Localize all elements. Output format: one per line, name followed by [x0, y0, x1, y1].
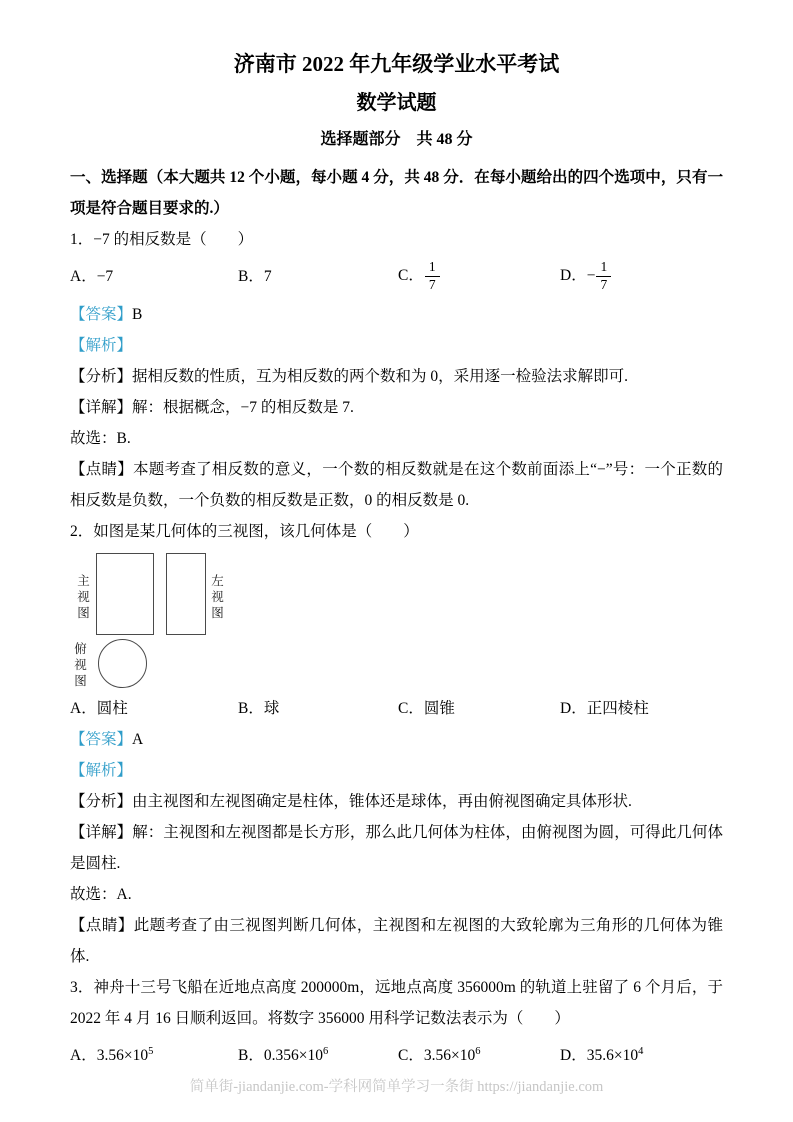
q3-option-a-label: A． — [70, 1046, 97, 1064]
q3-stem: 3．神舟十三号飞船在近地点高度 200000m，远地点高度 356000m 的轨道上驻留了 6 个月后，于 2022 年 4 月 16 日顺利返回。将数字 356000 用科学记数法表示为（ ） — [70, 978, 723, 1027]
fraction-numerator: 1 — [596, 259, 611, 277]
q1-option-c — [398, 259, 560, 294]
q3-options — [70, 1040, 723, 1071]
q3-option-b-base: 0.356×10 — [263, 1046, 323, 1064]
question-1 — [70, 224, 723, 516]
q2-answer-line — [70, 724, 723, 755]
q1-answer-value: B — [132, 305, 143, 323]
q1-option-d — [560, 259, 723, 294]
fraction-numerator: 1 — [425, 259, 440, 277]
q1-stem: 1．−7 的相反数是（ ） — [70, 230, 254, 248]
question-type-intro: 一、选择题（本大题共 12 个小题，每小题 4 分，共 48 分．在每小题给出的四个选项中，只有一项是符合题目要求的.） — [70, 168, 723, 217]
top-view-circle — [98, 639, 147, 688]
q3-option-d-label: D． — [560, 1046, 587, 1064]
q1-note: 【点睛】本题考查了相反数的意义，一个数的相反数就是在这个数前面添上“−”号：一个正数的相反数是负数，一个负数的相反数是正数，0 的相反数是 0. — [70, 460, 723, 509]
q2-options — [70, 693, 723, 724]
question-2 — [70, 516, 723, 972]
q1-answer-line — [70, 299, 723, 330]
q2-option-b: B．球 — [238, 699, 280, 717]
q3-option-b-exponent: 6 — [322, 1045, 329, 1057]
left-view-label: 左视图 — [211, 573, 224, 621]
q2-note: 【点睛】此题考查了由三视图判断几何体，主视图和左视图的大致轮廓为三角形的几何体为锥体. — [70, 916, 723, 965]
main-view-rectangle — [96, 553, 154, 635]
page-title: 济南市 2022 年九年级学业水平考试 — [233, 52, 560, 76]
left-view-rectangle — [166, 553, 206, 635]
q2-option-a: A．圆柱 — [70, 699, 128, 717]
q2-option-d: D．正四棱柱 — [560, 699, 649, 717]
page-footer: 简单街-jiandanjie.com-学科网简单学习一条街 https://jiandanjie.com — [189, 1079, 604, 1095]
q2-analysis: 【分析】由主视图和左视图确定是柱体，锥体还是球体，再由俯视图确定具体形状. — [70, 792, 632, 810]
q1-option-a: A．−7 — [70, 268, 114, 286]
q3-option-c-base: 3.56×10 — [423, 1046, 476, 1064]
q3-option-a — [70, 1040, 238, 1071]
q2-choose: 故选：A. — [70, 885, 132, 903]
three-view-diagram — [70, 551, 723, 693]
q1-analysis: 【分析】据相反数的性质，互为相反数的两个数和为 0，采用逐一检验法求解即可. — [70, 367, 629, 385]
page-subtitle: 数学试题 — [356, 92, 437, 115]
q3-option-d-base: 35.6×10 — [586, 1046, 639, 1064]
q3-option-c-label: C． — [398, 1046, 424, 1064]
q1-option-c-label: C． — [398, 267, 424, 285]
question-3 — [70, 972, 723, 1071]
explain-label: 【解析】 — [70, 336, 133, 354]
q1-option-d-label: D．− — [560, 267, 596, 285]
answer-label: 【答案】 — [70, 305, 133, 323]
fraction — [425, 259, 440, 294]
explain-label: 【解析】 — [70, 761, 133, 779]
q3-option-c-exponent: 6 — [475, 1045, 481, 1057]
q3-option-b — [238, 1040, 398, 1071]
q1-options — [70, 255, 723, 299]
section-heading: 选择题部分 共 48 分 — [320, 131, 473, 149]
q2-answer-value: A — [132, 730, 144, 748]
answer-label: 【答案】 — [70, 730, 133, 748]
q2-stem: 2．如图是某几何体的三视图，该几何体是（ ） — [70, 522, 419, 540]
q3-option-c — [398, 1040, 560, 1071]
fraction-denominator: 7 — [428, 277, 436, 293]
fraction — [596, 259, 611, 294]
q2-detail: 【详解】解：主视图和左视图都是长方形，那么此几何体为柱体，由俯视图为圆，可得此几何体是圆柱. — [70, 823, 723, 872]
q2-option-c: C．圆锥 — [398, 699, 455, 717]
q3-option-a-exponent: 5 — [148, 1045, 154, 1057]
q3-option-d — [560, 1040, 723, 1071]
q1-explain-line — [70, 330, 723, 361]
q3-option-d-exponent: 4 — [638, 1045, 644, 1057]
fraction-denominator: 7 — [600, 277, 608, 293]
q1-option-b: B．7 — [238, 268, 272, 286]
q1-choose: 故选：B. — [70, 429, 131, 447]
main-view-label: 主视图 — [77, 573, 90, 621]
q1-detail: 【详解】解：根据概念，−7 的相反数是 7. — [70, 398, 354, 416]
top-view-label: 俯视图 — [74, 641, 87, 689]
q2-explain-line — [70, 755, 723, 786]
q3-option-b-label: B． — [238, 1046, 264, 1064]
q3-option-a-base: 3.56×10 — [96, 1046, 149, 1064]
